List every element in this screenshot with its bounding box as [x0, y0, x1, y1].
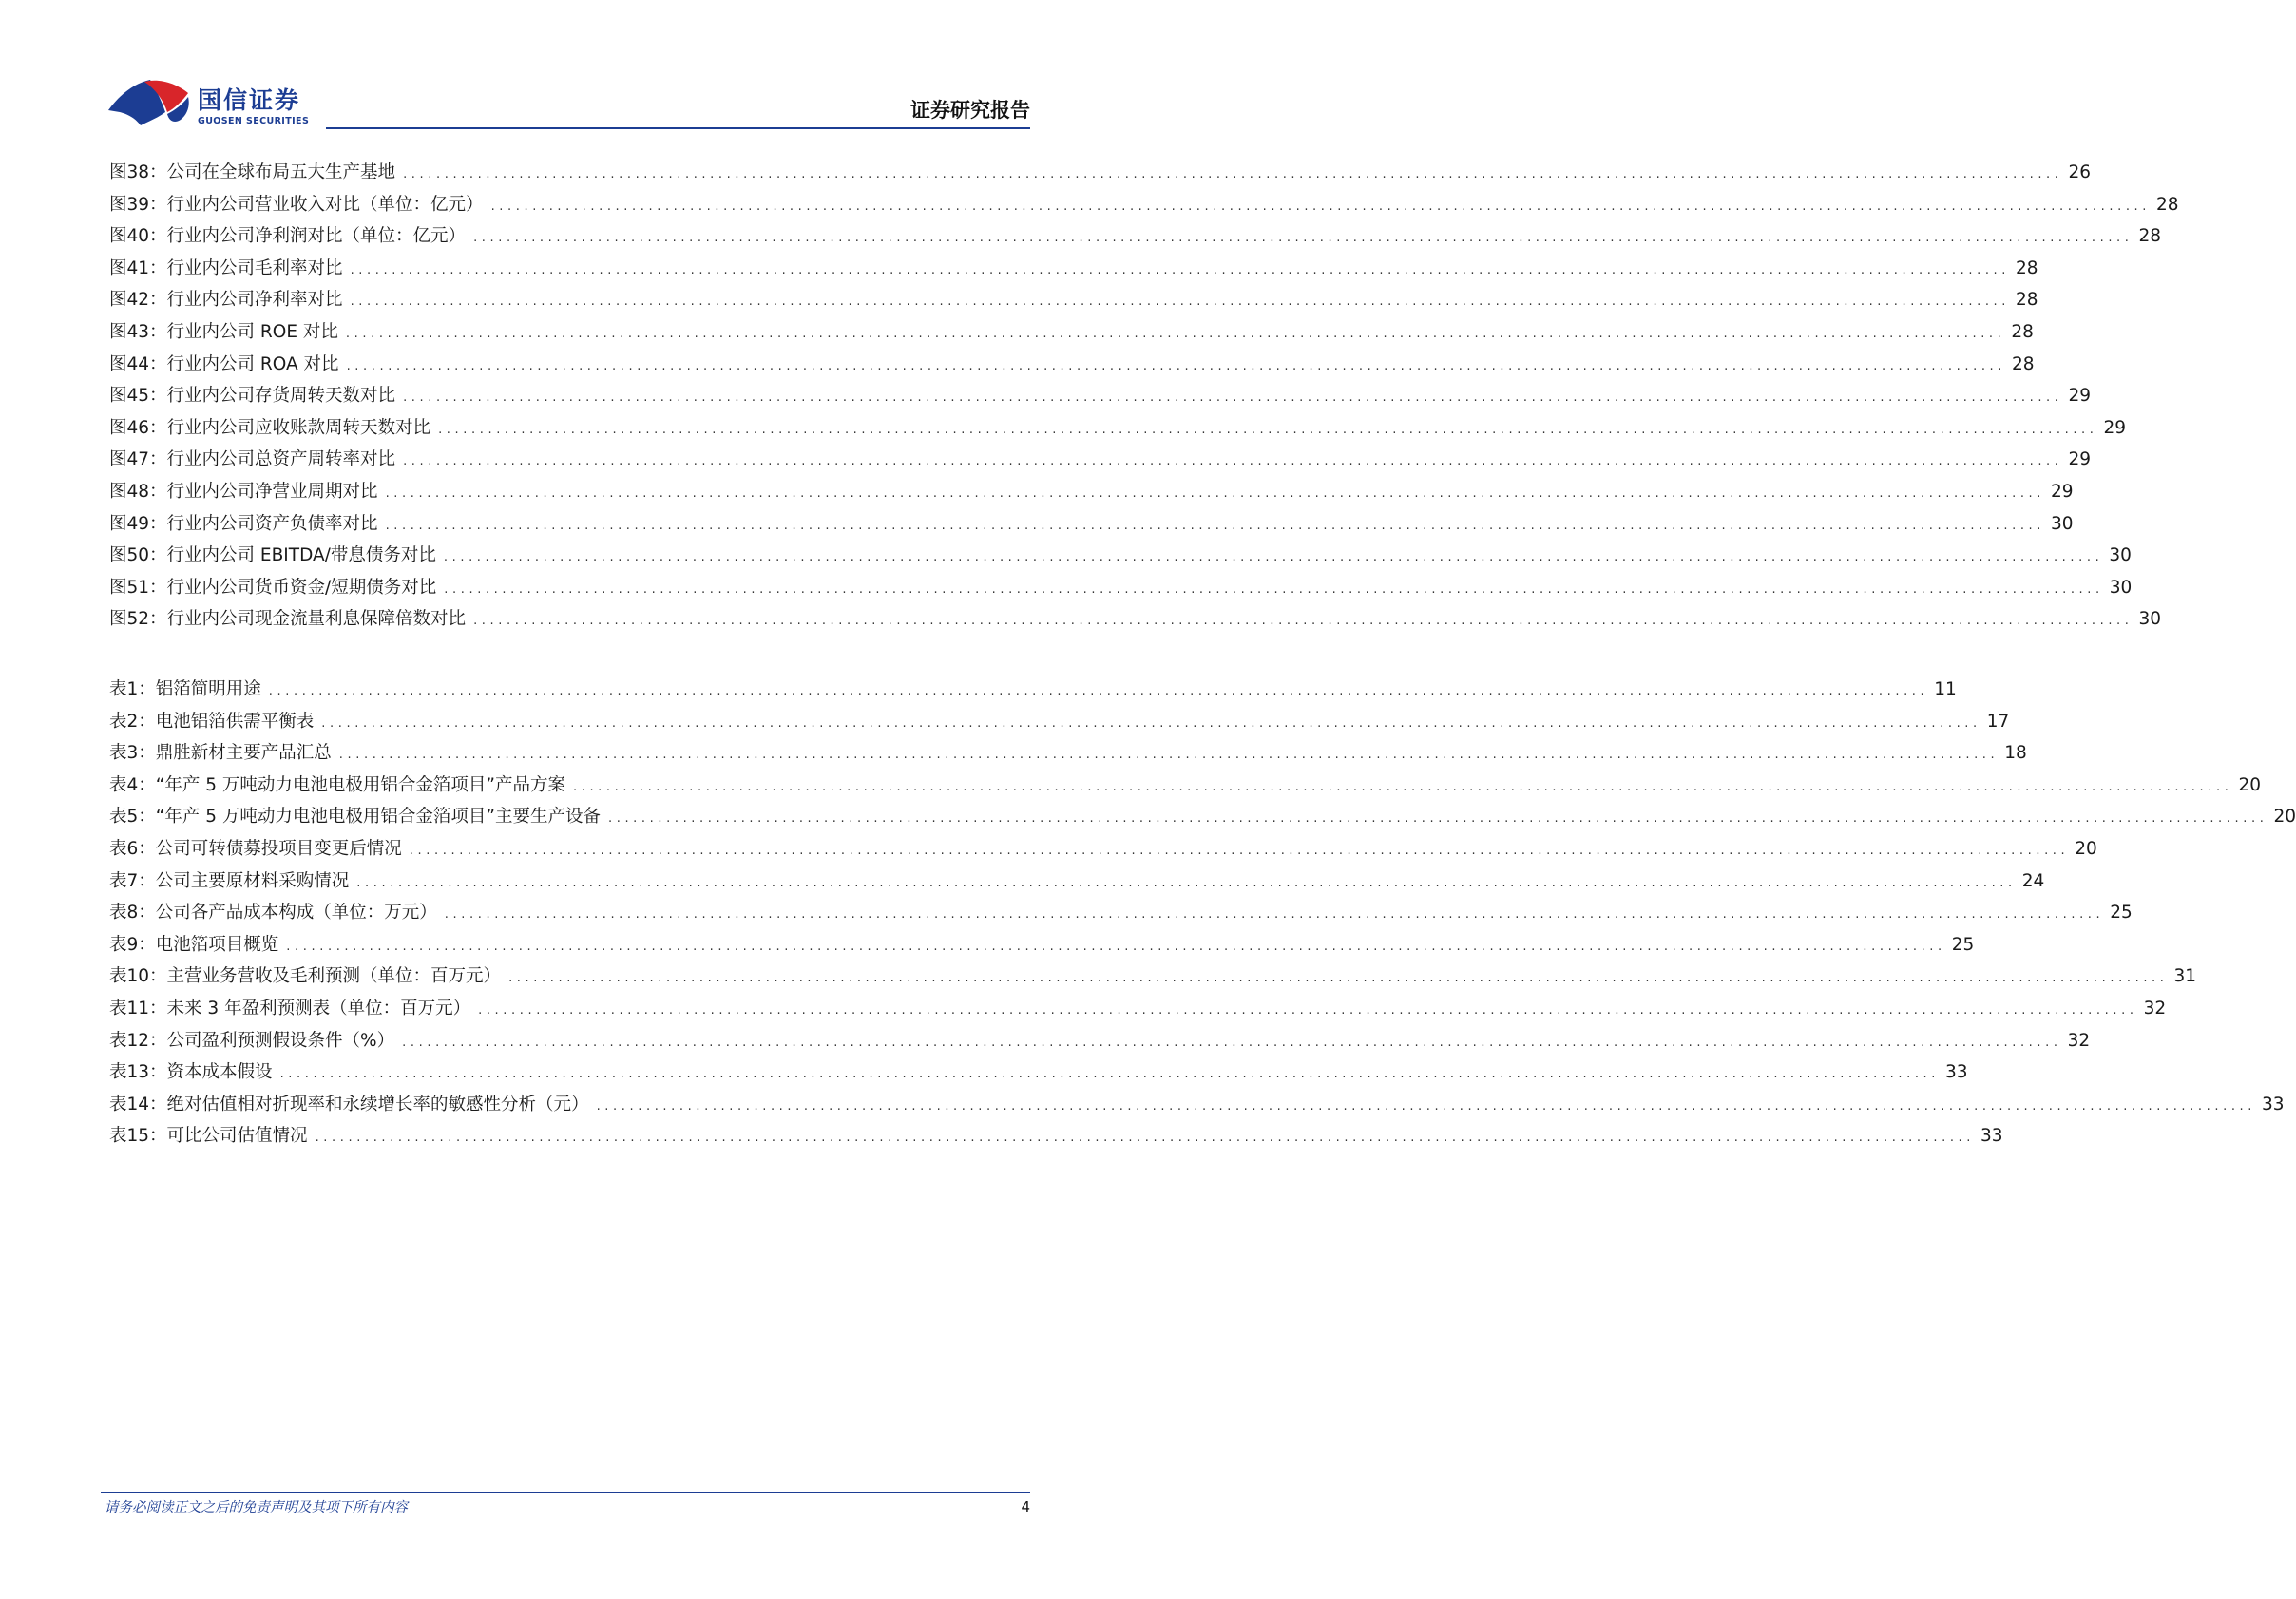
toc-entry-title: 可比公司估值情况 [166, 1126, 308, 1147]
toc-entry-title: 行业内公司净营业周期对比 [166, 481, 378, 502]
toc-entry-title: 行业内公司资产负债率对比 [166, 513, 378, 534]
toc-entry-label: 图39： [109, 194, 167, 215]
toc-entry-title: “年产 5 万吨动力电池电极用铝合金箔项目”主要生产设备 [155, 807, 601, 828]
toc-entry[interactable] [109, 838, 2097, 871]
toc-entry-label: 图41： [109, 257, 167, 278]
toc-entry-page: 28 [2012, 353, 2035, 374]
guosen-logo-mark-icon [106, 80, 194, 127]
toc-entry[interactable] [109, 998, 2167, 1031]
figure-list [109, 162, 2179, 641]
toc-entry-title: 行业内公司毛利率对比 [166, 257, 343, 278]
toc-entry-page: 32 [2067, 1030, 2091, 1051]
toc-entry-page: 31 [2173, 966, 2197, 987]
toc-entry-label: 图50： [109, 545, 167, 566]
toc-entry-title: “年产 5 万吨动力电池电极用铝合金箔项目”产品方案 [155, 774, 565, 795]
toc-entry-label: 表5： [109, 807, 156, 828]
toc-entry-page: 29 [2051, 481, 2074, 502]
toc-entry-title: 行业内公司存货周转天数对比 [166, 386, 396, 407]
toc-dot-leader: ........................................................................................................................................................................................................ [403, 167, 2063, 181]
toc-entry[interactable] [109, 290, 2038, 322]
toc-dot-leader: ........................................................................................................................................................................................................ [403, 454, 2063, 469]
toc-entry-label: 表8： [109, 903, 156, 923]
toc-entry-page: 28 [2138, 226, 2162, 247]
toc-entry[interactable] [109, 743, 2027, 775]
toc-entry-label: 图47： [109, 449, 167, 470]
toc-entry-title: 行业内公司 ROE 对比 [166, 321, 338, 342]
toc-entry[interactable] [109, 870, 2045, 904]
toc-entry-page: 29 [2103, 417, 2127, 438]
toc-entry[interactable] [109, 679, 1957, 712]
toc-entry-label: 图46： [109, 417, 167, 438]
toc-entry-label: 表11： [109, 998, 167, 1018]
toc-entry-page: 26 [2068, 162, 2092, 182]
toc-entry[interactable] [109, 711, 2010, 744]
toc-entry[interactable] [109, 966, 2197, 999]
toc-entry-page: 25 [1951, 934, 1975, 955]
toc-entry-label: 表12： [109, 1030, 167, 1051]
toc-dot-leader: ........................................................................................................................................................................................................ [402, 1035, 2062, 1050]
brand-name-cn: 国信证券 [198, 86, 301, 114]
toc-entry-label: 图48： [109, 481, 167, 502]
toc-entry-title: 行业内公司营业收入对比（单位：亿元） [166, 194, 484, 215]
toc-entry[interactable] [109, 577, 2133, 610]
toc-entry-title: 公司可转债募投项目变更后情况 [155, 838, 402, 859]
toc-entry-title: 行业内公司现金流量利息保障倍数对比 [166, 609, 467, 630]
toc-dot-leader: ........................................................................................................................................................................................................ [321, 715, 1981, 731]
toc-entry-label: 表7： [109, 870, 156, 891]
toc-dot-leader: ........................................................................................................................................................................................................ [508, 971, 2169, 986]
toc-entry-title: 主营业务营收及毛利预测（单位：百万元） [166, 966, 502, 987]
toc-entry-label: 图45： [109, 386, 167, 407]
toc-entry-label: 图52： [109, 609, 167, 630]
toc-entry[interactable] [109, 257, 2038, 291]
toc-dot-leader: ........................................................................................................................................................................................................ [403, 390, 2063, 406]
toc-entry-page: 29 [2068, 386, 2092, 407]
toc-dot-leader: ........................................................................................................................................................................................................ [286, 939, 1946, 954]
brand-name-en: GUOSEN SECURITIES [198, 116, 310, 126]
toc-dot-leader: ........................................................................................................................................................................................................ [350, 295, 2011, 310]
toc-entry-title: 电池箔项目概览 [155, 934, 279, 955]
toc-dot-leader: ........................................................................................................................................................................................................ [490, 199, 2152, 214]
toc-entry-title: 行业内公司净利率对比 [166, 290, 343, 311]
toc-dot-leader: ........................................................................................................................................................................................................ [473, 231, 2133, 246]
toc-entry-title: 绝对估值相对折现率和永续增长率的敏感性分析（元） [166, 1094, 589, 1114]
toc-entry-page: 33 [1945, 1062, 1968, 1083]
toc-dot-leader: ........................................................................................................................................................................................................ [409, 843, 2070, 858]
toc-dot-leader: ........................................................................................................................................................................................................ [444, 907, 2105, 923]
toc-entry-title: 公司各产品成本构成（单位：万元） [155, 903, 437, 923]
toc-entry-title: 行业内公司应收账款周转天数对比 [166, 417, 431, 438]
toc-entry-page: 32 [2143, 998, 2167, 1018]
toc-dot-leader: ........................................................................................................................................................................................................ [345, 326, 2006, 341]
toc-entry-label: 表1： [109, 679, 156, 699]
toc-entry-page: 30 [2109, 577, 2133, 598]
toc-entry-label: 图38： [109, 162, 167, 182]
page-header [0, 0, 1131, 133]
toc-entry-label: 图44： [109, 353, 167, 374]
toc-dot-leader: ........................................................................................................................................................................................................ [444, 581, 2104, 597]
toc-entry[interactable] [109, 1030, 2091, 1063]
toc-entry-page: 29 [2068, 449, 2092, 470]
toc-entry[interactable] [109, 903, 2133, 935]
toc-entry-page: 33 [1980, 1126, 2003, 1147]
toc-entry-label: 图40： [109, 226, 167, 247]
toc-entry-page: 20 [2238, 774, 2261, 795]
toc-entry-label: 表4： [109, 774, 156, 795]
toc-entry[interactable] [109, 481, 2074, 514]
toc-entry-page: 28 [2011, 321, 2034, 342]
toc-entry-title: 铝箔简明用途 [155, 679, 261, 699]
toc-entry-page: 20 [2273, 807, 2296, 828]
toc-entry-page: 30 [2109, 545, 2132, 566]
toc-entry[interactable] [109, 162, 2092, 195]
toc-entry-page: 28 [2016, 257, 2038, 278]
toc-dot-leader: ........................................................................................................................................................................................................ [268, 684, 1929, 698]
toc-entry-label: 表14： [109, 1094, 167, 1114]
toc-entry[interactable] [109, 609, 2162, 641]
toc-entry[interactable] [109, 545, 2132, 578]
toc-dot-leader: ........................................................................................................................................................................................................ [443, 550, 2104, 565]
header-divider [326, 127, 1030, 129]
toc-entry-label: 表3： [109, 743, 156, 764]
toc-entry-label: 表6： [109, 838, 156, 859]
toc-entry-title: 行业内公司 ROA 对比 [166, 353, 339, 374]
toc-entry[interactable] [109, 386, 2092, 418]
toc-entry-page: 25 [2110, 903, 2133, 923]
toc-entry-page: 17 [1986, 711, 2010, 732]
toc-entry-page: 11 [1934, 679, 1957, 699]
toc-entry-label: 表13： [109, 1062, 167, 1083]
toc-entry-title: 公司主要原材料采购情况 [155, 870, 350, 891]
footer-disclaimer: 请务必阅读正文之后的免责声明及其项下所有内容 [105, 1500, 408, 1515]
toc-entry-title: 行业内公司净利润对比（单位：亿元） [166, 226, 467, 247]
toc-entry[interactable] [109, 1126, 2003, 1158]
toc-dot-leader: ........................................................................................................................................................................................................ [478, 1002, 2138, 1018]
toc-dot-leader: ........................................................................................................................................................................................................ [356, 875, 2017, 890]
toc-entry-page: 20 [2075, 838, 2097, 859]
table-list [109, 679, 2296, 1158]
toc-entry-label: 表15： [109, 1126, 167, 1147]
toc-entry-page: 30 [2051, 513, 2074, 534]
toc-dot-leader: ........................................................................................................................................................................................................ [350, 262, 2011, 277]
toc-entry-page: 18 [2004, 743, 2027, 764]
toc-entry-title: 行业内公司货币资金/短期债务对比 [166, 577, 437, 598]
toc-dot-leader: ........................................................................................................................................................................................................ [385, 485, 2046, 501]
toc-entry-label: 图51： [109, 577, 167, 598]
toc-entry[interactable] [109, 934, 1975, 967]
toc-entry[interactable] [109, 417, 2127, 450]
toc-entry-page: 30 [2138, 609, 2162, 630]
toc-entry-title: 公司在全球布局五大生产基地 [166, 162, 396, 182]
toc-dot-leader: ........................................................................................................................................................................................................ [572, 779, 2233, 794]
toc-entry-title: 鼎胜新材主要产品汇总 [155, 743, 332, 764]
toc-dot-leader: ........................................................................................................................................................................................................ [473, 614, 2133, 629]
toc-entry-page: 24 [2021, 870, 2045, 891]
toc-entry[interactable] [109, 807, 2296, 839]
toc-dot-leader: ........................................................................................................................................................................................................ [315, 1131, 1976, 1146]
toc-entry[interactable] [109, 1062, 1968, 1095]
toc-entry-label: 表9： [109, 934, 156, 955]
toc-entry-page: 28 [2016, 290, 2038, 311]
page-number: 4 [1021, 1498, 1030, 1515]
toc-dot-leader: ........................................................................................................................................................................................................ [346, 358, 2007, 373]
toc-entry[interactable] [109, 513, 2074, 546]
toc-entry-title: 未来 3 年盈利预测表（单位：百万元） [166, 998, 471, 1018]
toc-entry-page: 28 [2156, 194, 2179, 215]
toc-dot-leader: ........................................................................................................................................................................................................ [385, 518, 2046, 533]
toc-entry-title: 行业内公司总资产周转率对比 [166, 449, 396, 470]
toc-entry-label: 图43： [109, 321, 167, 342]
toc-dot-leader: ........................................................................................................................................................................................................ [607, 811, 2268, 827]
toc-entry[interactable] [109, 321, 2034, 354]
toc-dot-leader: ........................................................................................................................................................................................................ [596, 1098, 2257, 1114]
toc-entry[interactable] [109, 226, 2162, 258]
toc-dot-leader: ........................................................................................................................................................................................................ [338, 748, 1999, 763]
footer-divider [101, 1492, 1030, 1493]
toc-entry-label: 表10： [109, 966, 167, 987]
report-type-title: 证券研究报告 [910, 99, 1030, 122]
toc-entry[interactable] [109, 774, 2261, 808]
toc-entry-title: 资本成本假设 [166, 1062, 273, 1083]
toc-entry-label: 图42： [109, 290, 167, 311]
toc-entry[interactable] [109, 353, 2035, 387]
toc-entry-title: 行业内公司 EBITDA/带息债务对比 [166, 545, 436, 566]
toc-entry-title: 公司盈利预测假设条件（%） [166, 1030, 395, 1051]
toc-entry-title: 电池铝箔供需平衡表 [155, 711, 315, 732]
toc-dot-leader: ........................................................................................................................................................................................................ [279, 1067, 1941, 1082]
toc-dot-leader: ........................................................................................................................................................................................................ [438, 422, 2098, 437]
toc-entry[interactable] [109, 449, 2092, 482]
toc-entry[interactable] [109, 1094, 2285, 1127]
toc-entry-label: 表2： [109, 711, 156, 732]
toc-entry[interactable] [109, 194, 2179, 227]
toc-entry-page: 33 [2262, 1094, 2285, 1114]
toc-entry-label: 图49： [109, 513, 167, 534]
guosen-logo [106, 80, 411, 133]
